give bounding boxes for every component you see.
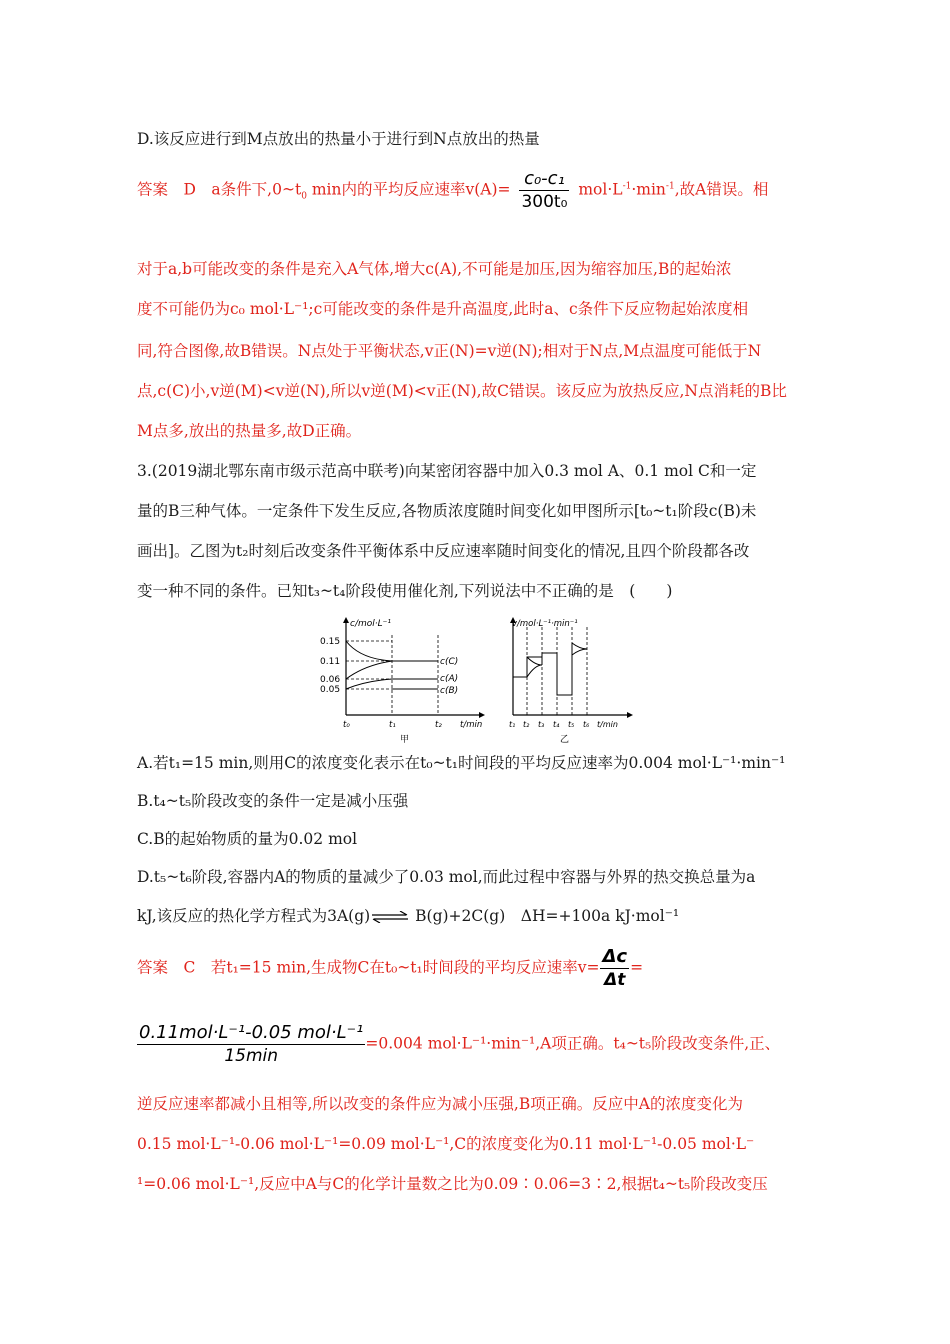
yi-xtick-t4: t₄	[553, 720, 560, 729]
answer1-line6: M点多,放出的热量多,故D正确。	[137, 422, 362, 440]
answer2-line2-tail: =0.004 mol·L⁻¹·min⁻¹,A项正确。t₄~t₅阶段改变条件,正、	[365, 1034, 781, 1053]
jia-xtick-t2: t₂	[435, 720, 442, 730]
figure-jia	[310, 615, 500, 745]
answer1-lead-sub: 0	[301, 191, 307, 202]
answer1-lead: 答案 D a条件下,0~t	[137, 180, 302, 199]
q3-option-c: C.B的起始物质的量为0.02 mol	[137, 830, 358, 848]
q3-line3: 画出]。乙图为t₂时刻后改变条件平衡体系中反应速率随时间变化的情况,且四个阶段都各改	[137, 542, 750, 560]
answer1-tail-c: ,故A错误。相	[674, 180, 769, 199]
concentration-fraction-denominator: 15min	[224, 1046, 279, 1066]
yi-xtick-t5: t₅	[568, 720, 575, 729]
q3-option-d-eq-left: kJ,该反应的热化学方程式为3A(g)	[137, 907, 371, 925]
concentration-fraction-numerator: 0.11mol·L⁻¹-0.05 mol·L⁻¹	[139, 1022, 364, 1043]
answer1-line2: 对于a,b可能改变的条件是充入A气体,增大c(A),不可能是加压,因为缩容加压,B的起始浓	[137, 260, 732, 278]
q3-line4: 变一种不同的条件。已知t₃~t₄阶段使用催化剂,下列说法中不正确的是 ( )	[137, 582, 673, 600]
jia-ytick-0.06: 0.06	[320, 675, 341, 685]
answer2-eq: =	[630, 958, 644, 977]
answer2-line2	[137, 1022, 780, 1067]
q3-line2: 量的B三种气体。一定条件下发生反应,各物质浓度随时间变化如甲图所示[t₀~t₁阶段c(B)未	[137, 502, 757, 520]
q3-line1: 3.(2019湖北鄂东南市级示范高中联考)向某密闭容器中加入0.3 mol A、0.1 mol C和一定	[137, 462, 757, 480]
jia-curve-c	[346, 679, 392, 689]
q3-option-d-eq-right: B(g)+2C(g) ΔH=+100a kJ·mol⁻¹	[410, 907, 680, 925]
answer2-line3: 逆反应速率都减小且相等,所以改变的条件应为减小压强,B项正确。反应中A的浓度变化为	[137, 1095, 743, 1113]
yi-xtick-t3: t₃	[538, 720, 545, 729]
answer1-line3: 度不可能仍为c₀ mol·L⁻¹;c可能改变的条件是升高温度,此时a、c条件下反应物起始浓度相	[137, 300, 749, 318]
jia-curve-label-c: c(C)	[440, 657, 459, 667]
rate-fraction-denominator: 300t₀	[521, 192, 568, 212]
yi-ylabel: v/mol·L⁻¹·min⁻¹	[512, 619, 578, 629]
answer1-lead-tail: min内的平均反应速率v(A)=	[306, 180, 511, 199]
jia-xtick-t0: t₀	[343, 720, 350, 730]
q3-option-b: B.t₄~t₅阶段改变的条件一定是减小压强	[137, 792, 409, 810]
answer1-tail-b: ·min	[631, 180, 666, 199]
q3-option-d-line2	[137, 905, 679, 927]
answer1-sup2: -1	[665, 181, 675, 192]
answer1-line1	[137, 168, 768, 213]
jia-curve-label-a: c(A)	[440, 674, 459, 684]
answer2-lead: 答案 C 若t₁=15 min,生成物C在t₀~t₁时间段的平均反应速率v=	[137, 958, 600, 977]
delta-fraction-denominator: Δt	[604, 970, 626, 990]
jia-ylabel: c/mol·L⁻¹	[350, 619, 391, 629]
answer1-sup1: -1	[622, 181, 632, 192]
answer2-line5: ¹=0.06 mol·L⁻¹,反应中A与C的化学计量数之比为0.09∶0.06=3∶2,根据t₄~t₅阶段改变压	[137, 1175, 768, 1193]
answer2-line4: 0.15 mol·L⁻¹-0.06 mol·L⁻¹=0.09 mol·L⁻¹,C的浓度变化为0.11 mol·L⁻¹-0.05 mol·L⁻	[137, 1135, 755, 1153]
q3-option-a: A.若t₁=15 min,则用C的浓度变化表示在t₀~t₁时间段的平均反应速率为0.004 mol·L⁻¹·min⁻¹	[137, 754, 786, 772]
answer1-line4: 同,符合图像,故B错误。N点处于平衡状态,v正(N)=v逆(N);相对于N点,M点温度可能低于N	[137, 342, 762, 360]
jia-curve-label-b: c(B)	[440, 686, 459, 696]
yi-xtick-t2: t₂	[523, 720, 530, 729]
jia-ytick-0.15: 0.15	[320, 637, 341, 647]
rate-fraction	[519, 168, 569, 213]
jia-xlabel: t/min	[460, 720, 483, 730]
jia-caption: 甲	[400, 735, 410, 745]
concentration-fraction	[137, 1022, 365, 1067]
jia-xtick-t1: t₁	[389, 720, 396, 730]
figure-yi	[505, 615, 640, 745]
yi-xlabel: t/min	[597, 720, 618, 729]
yi-caption: 乙	[560, 735, 570, 745]
yi-xtick-t1: t₁	[509, 720, 516, 729]
delta-fraction-numerator: Δc	[602, 946, 628, 967]
delta-fraction	[600, 946, 629, 991]
jia-ytick-0.05: 0.05	[320, 685, 341, 695]
reversible-arrow-icon	[370, 911, 410, 923]
yi-xtick-t6: t₆	[583, 720, 590, 729]
jia-ytick-0.11: 0.11	[320, 657, 341, 667]
answer1-line5: 点,c(C)小,v逆(M)<v逆(N),所以v逆(M)<v正(N),故C错误。该反应为放热反应,N点消耗的B比	[137, 382, 787, 400]
prev-option-d: D.该反应进行到M点放出的热量小于进行到N点放出的热量	[137, 130, 540, 148]
q3-option-d-line1: D.t₅~t₆阶段,容器内A的物质的量减少了0.03 mol,而此过程中容器与外界的热交换总量为a	[137, 868, 756, 886]
answer1-tail-a: mol·L	[578, 180, 623, 199]
rate-fraction-numerator: c₀-c₁	[519, 168, 569, 191]
answer2-line1	[137, 946, 643, 991]
